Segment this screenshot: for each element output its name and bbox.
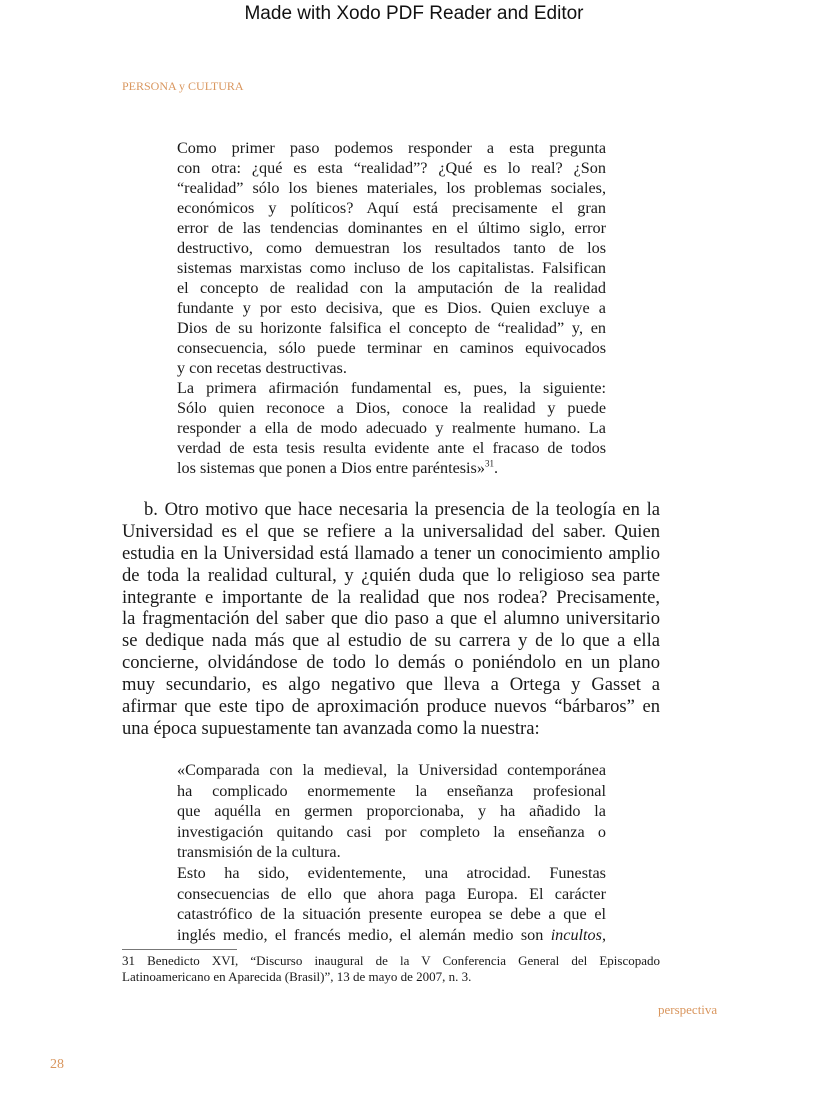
quote-line: Sólo quien reconoce a Dios, conoce la realidad y puede [177,399,606,417]
quote-text: los sistemas que ponen a Dios entre paréntesis» [177,459,485,477]
quote-line: error de las tendencias dominantes en el último siglo, error [177,219,606,237]
block-quote-2 [177,760,606,945]
quote-line: “realidad” sólo los bienes materiales, los problemas sociales, [177,179,606,197]
quote-line: sistemas marxistas como incluso de los capitalistas. Falsifican [177,259,606,277]
quote-line: verdad de esta tesis resulta evidente ante el fracaso de todos [177,439,606,457]
body-line: concierne, olvidándose de todo lo demás o poniéndolo en un plano [122,652,660,674]
quote-line: La primera afirmación fundamental es, pues, la siguiente: [177,379,606,397]
quote-text: , [601,925,606,944]
quote-line: investigación quitando casi por completo la enseñanza o [177,822,606,841]
quote-line: ha complicado enormemente la enseñanza profesional [177,781,606,800]
body-line: se dedique nada más que al estudio de su carrera y de lo que a ella [122,630,660,652]
footnote-line: Latinoamericano en Aparecida (Brasil)”, 13 de mayo de 2007, n. 3. [122,969,472,984]
quote-line: «Comparada con la medieval, la Universidad contemporánea [177,761,606,779]
body-line: Universidad es el que se refiere a la universalidad del saber. Quien [122,520,660,542]
quote-line: fundante y por esto decisiva, que es Dios. Quien excluye a [177,299,606,317]
footnote-divider [122,949,237,950]
footnote [122,953,660,985]
quote-text: inglés medio, el francés medio, el alemán medio son [177,925,551,944]
quote-line: destructivo, como demuestran los resultados tanto de los [177,239,606,257]
quote-line: y con recetas destructivas. [177,359,347,377]
quote-line: Esto ha sido, evidentemente, una atrocidad. Funestas [177,863,606,882]
watermark-banner: Made with Xodo PDF Reader and Editor [244,3,584,24]
quote-line [177,925,606,946]
footnote-line: 31 Benedicto XVI, “Discurso inaugural de la V Conferencia General del Episcopado [122,953,660,968]
quote-line: responder a ella de modo adecuado y realmente humano. La [177,419,606,437]
running-header: PERSONA y CULTURA [122,79,244,93]
quote-line: transmisión de la cultura. [177,843,341,862]
body-line: integrante e importante de la realidad que nos rodea? Precisamente, [122,586,660,608]
quote-line: el concepto de realidad con la amputación de la realidad [177,279,606,297]
quote-line: que aquélla en germen proporcionaba, y ha añadido la [177,802,606,821]
body-line: afirmar que este tipo de aproximación produce nuevos “bárbaros” en [122,696,660,718]
quote-line: Dios de su horizonte falsifica el concepto de “realidad” y, en [177,319,606,337]
journal-footer: perspectiva [658,1002,718,1017]
quote-line: consecuencias de ello que ahora paga Europa. El carácter [177,884,606,903]
quote-line: consecuencia, sólo puede terminar en caminos equivocados [177,339,606,357]
block-quote-1 [177,138,606,478]
body-line: de toda la realidad cultural, y ¿quién duda que lo religioso sea parte [122,564,660,586]
quote-line: catastrófico de la situación presente europea se debe a que el [177,905,606,924]
body-line: la fragmentación del saber que dio paso a que el alumno universitario [122,608,660,630]
quote-line: con otra: ¿qué es esta “realidad”? ¿Qué es lo real? ¿Son [177,159,606,177]
page-number: 28 [50,1057,64,1072]
quote-italic: incultos [550,925,602,944]
body-line: una época supuestamente tan avanzada como la nuestra: [122,717,540,739]
quote-line: los sistemas que ponen a Dios entre paréntesis»$^{31}$. [177,458,498,477]
body-paragraph [122,499,660,740]
body-line: b. Otro motivo que hace necesaria la presencia de la teología en la [144,499,660,520]
quote-line: económicos y políticos? Aquí está precisamente el gran [177,199,606,217]
body-line: muy secundario, es algo negativo que lleva a Ortega y Gasset a [122,674,660,696]
body-line: estudia en la Universidad está llamado a tener un conocimiento amplio [122,542,660,564]
quote-line: Como primer paso podemos responder a esta pregunta [177,139,606,157]
footnote-ref[interactable]: 31 [484,458,494,469]
